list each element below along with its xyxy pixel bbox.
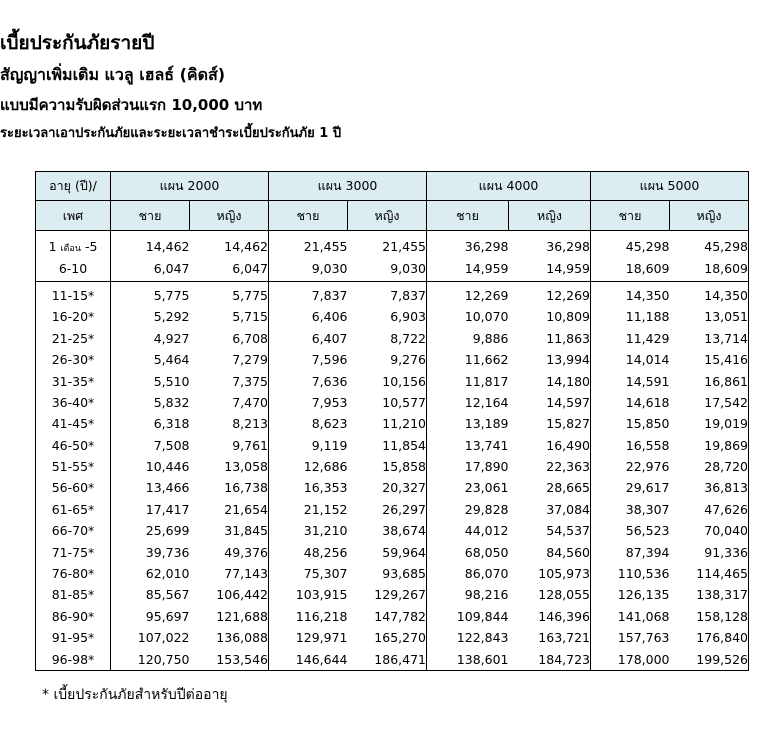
age-cell: 31-35* [36, 370, 111, 391]
premium-male-cell: 85,567 [145, 587, 190, 603]
premium-male-cell: 146,644 [269, 648, 348, 670]
premium-female-cell: 36,813 [670, 477, 749, 498]
premium-female-cell: 31,845 [190, 520, 269, 541]
premium-female-cell: 9,761 [190, 435, 269, 456]
premium-female-cell: 15,416 [670, 349, 749, 370]
premium-male-cell: 107,022 [137, 630, 190, 646]
premium-female-cell: 16,861 [670, 370, 749, 391]
premium-female-cell: 16,490 [509, 435, 591, 456]
premium-female-cell: 11,854 [348, 435, 427, 456]
premium-female-cell: 129,267 [348, 584, 427, 605]
age-end: -5 [84, 238, 98, 254]
table-row [36, 499, 749, 520]
table-row [36, 413, 749, 434]
table-row [36, 281, 749, 306]
premium-male-cell: 14,014 [625, 352, 670, 368]
premium-male-cell: 6,047 [111, 257, 190, 281]
premium-female-cell: 26,297 [348, 499, 427, 520]
premium-female-cell: 14,180 [509, 370, 591, 391]
premium-female-cell: 18,609 [670, 257, 749, 281]
premium-female-cell: 136,088 [190, 627, 269, 648]
table-row [36, 231, 749, 258]
premium-male-cell: 18,609 [591, 257, 670, 281]
premium-male-cell: 5,775 [153, 287, 190, 303]
premium-male-cell: 8,623 [311, 416, 348, 432]
premium-female-cell: 49,376 [190, 541, 269, 562]
premium-female-cell: 163,721 [509, 627, 591, 648]
product-subtitle: สัญญาเพิ่มเติม แวลู เฮลธ์ (คิดส์) [0, 65, 226, 84]
premium-female-cell: 5,715 [190, 306, 269, 327]
page-title: เบี้ยประกันภัยรายปี [0, 32, 155, 54]
premium-male-cell: 14,618 [625, 394, 670, 410]
premium-table [35, 171, 749, 671]
female-header: หญิง [670, 201, 749, 231]
premium-female-cell: 21,455 [348, 231, 427, 258]
premium-male-cell: 122,843 [456, 630, 509, 646]
male-header: ชาย [111, 201, 190, 231]
premium-male-cell: 12,164 [464, 394, 509, 410]
premium-female-cell: 14,959 [509, 257, 591, 281]
premium-male-cell: 103,915 [295, 587, 348, 603]
table-row [36, 456, 749, 477]
male-header: ชาย [427, 201, 509, 231]
premium-female-cell: 121,688 [190, 606, 269, 627]
premium-male-cell: 13,466 [145, 480, 190, 496]
premium-male-cell: 87,394 [625, 544, 670, 560]
premium-male-cell: 110,536 [617, 566, 670, 582]
premium-male-cell: 109,844 [456, 608, 509, 624]
premium-male-cell: 56,523 [625, 523, 670, 539]
premium-male-cell: 48,256 [303, 544, 348, 560]
premium-male-cell: 16,353 [303, 480, 348, 496]
premium-male-cell: 23,061 [464, 480, 509, 496]
premium-male-cell: 126,135 [617, 587, 670, 603]
premium-male-cell: 11,817 [464, 373, 509, 389]
premium-male-cell: 13,741 [464, 437, 509, 453]
premium-male-cell: 86,070 [464, 566, 509, 582]
premium-female-cell: 186,471 [348, 648, 427, 670]
premium-male-cell: 7,837 [311, 287, 348, 303]
premium-male-cell: 44,012 [464, 523, 509, 539]
plan-header-3000: แผน 3000 [269, 172, 427, 201]
premium-male-cell: 15,850 [625, 416, 670, 432]
premium-female-cell: 17,542 [670, 392, 749, 413]
premium-male-cell: 11,662 [464, 352, 509, 368]
table-row [36, 584, 749, 605]
premium-female-cell: 6,708 [190, 328, 269, 349]
female-header: หญิง [509, 201, 591, 231]
premium-male-cell: 138,601 [427, 648, 509, 670]
premium-female-cell: 19,869 [670, 435, 749, 456]
premium-female-cell: 47,626 [670, 499, 749, 520]
age-month-unit: เดือน [60, 243, 81, 254]
footnote: * เบี้ยประกันภัยสำหรับปีต่ออายุ [42, 687, 228, 703]
premium-female-cell: 138,317 [670, 584, 749, 605]
premium-male-cell: 5,292 [153, 309, 190, 325]
premium-female-cell: 9,030 [348, 257, 427, 281]
premium-male-cell: 13,189 [464, 416, 509, 432]
premium-female-cell: 10,156 [348, 370, 427, 391]
age-cell: 6-10 [36, 257, 111, 281]
male-header: ชาย [591, 201, 670, 231]
premium-female-cell: 10,809 [509, 306, 591, 327]
premium-male-cell: 12,269 [464, 287, 509, 303]
premium-male-cell: 6,406 [311, 309, 348, 325]
premium-male-cell: 22,976 [625, 459, 670, 475]
premium-table-body [36, 231, 749, 671]
table-row [36, 392, 749, 413]
premium-female-cell: 28,665 [509, 477, 591, 498]
premium-male-cell: 129,971 [295, 630, 348, 646]
premium-female-cell: 38,674 [348, 520, 427, 541]
age-cell [36, 231, 111, 258]
female-header: หญิง [190, 201, 269, 231]
premium-male-cell: 25,699 [145, 523, 190, 539]
premium-male-cell: 21,152 [303, 501, 348, 517]
premium-female-cell: 93,685 [348, 563, 427, 584]
table-row [36, 328, 749, 349]
premium-female-cell: 8,722 [348, 328, 427, 349]
age-cell: 16-20* [36, 306, 111, 327]
premium-female-cell: 7,375 [190, 370, 269, 391]
premium-female-cell: 165,270 [348, 627, 427, 648]
premium-female-cell: 7,837 [348, 281, 427, 306]
premium-male-cell: 5,510 [153, 373, 190, 389]
premium-female-cell: 147,782 [348, 606, 427, 627]
premium-female-cell: 5,775 [190, 281, 269, 306]
premium-female-cell: 199,526 [670, 648, 749, 670]
premium-male-cell: 14,350 [625, 287, 670, 303]
premium-female-cell: 6,047 [190, 257, 269, 281]
premium-male-cell: 68,050 [464, 544, 509, 560]
premium-male-cell: 75,307 [303, 566, 348, 582]
age-cell: 11-15* [36, 281, 111, 306]
premium-female-cell: 28,720 [670, 456, 749, 477]
premium-female-cell: 13,714 [670, 328, 749, 349]
premium-female-cell: 13,058 [190, 456, 269, 477]
premium-male-cell: 16,558 [625, 437, 670, 453]
premium-female-cell: 21,654 [190, 499, 269, 520]
table-row [36, 257, 749, 281]
premium-female-cell: 184,723 [509, 648, 591, 670]
premium-female-cell: 10,577 [348, 392, 427, 413]
premium-male-cell: 62,010 [145, 566, 190, 582]
table-row [36, 349, 749, 370]
premium-female-cell: 146,396 [509, 606, 591, 627]
premium-female-cell: 7,470 [190, 392, 269, 413]
premium-male-cell: 17,890 [464, 459, 509, 475]
premium-male-cell: 5,464 [153, 352, 190, 368]
premium-female-cell: 15,827 [509, 413, 591, 434]
premium-female-cell: 105,973 [509, 563, 591, 584]
premium-female-cell: 6,903 [348, 306, 427, 327]
age-cell: 21-25* [36, 328, 111, 349]
age-cell: 91-95* [36, 627, 111, 648]
age-start: 1 [48, 238, 57, 254]
premium-male-cell: 95,697 [145, 608, 190, 624]
premium-male-cell: 7,953 [311, 394, 348, 410]
premium-male-cell: 9,119 [311, 437, 348, 453]
premium-male-cell: 11,429 [625, 330, 670, 346]
premium-male-cell: 4,927 [153, 330, 190, 346]
premium-male-cell: 45,298 [625, 239, 670, 255]
table-row [36, 648, 749, 670]
premium-female-cell: 54,537 [509, 520, 591, 541]
premium-male-cell: 5,832 [153, 394, 190, 410]
table-row [36, 477, 749, 498]
premium-male-cell: 14,959 [427, 257, 509, 281]
premium-male-cell: 6,318 [153, 416, 190, 432]
premium-male-cell: 29,617 [625, 480, 670, 496]
age-cell: 81-85* [36, 584, 111, 605]
premium-female-cell: 11,863 [509, 328, 591, 349]
premium-male-cell: 10,446 [145, 459, 190, 475]
premium-male-cell: 116,218 [295, 608, 348, 624]
premium-male-cell: 9,886 [472, 330, 509, 346]
table-row [36, 435, 749, 456]
premium-female-cell: 16,738 [190, 477, 269, 498]
premium-female-cell: 13,994 [509, 349, 591, 370]
age-cell: 46-50* [36, 435, 111, 456]
premium-male-cell: 39,736 [145, 544, 190, 560]
premium-female-cell: 77,143 [190, 563, 269, 584]
premium-male-cell: 31,210 [303, 523, 348, 539]
age-cell: 36-40* [36, 392, 111, 413]
age-cell: 56-60* [36, 477, 111, 498]
age-cell: 51-55* [36, 456, 111, 477]
premium-male-cell: 21,455 [303, 239, 348, 255]
premium-male-cell: 14,462 [145, 239, 190, 255]
premium-female-cell: 15,858 [348, 456, 427, 477]
premium-male-cell: 98,216 [464, 587, 509, 603]
premium-female-cell: 7,279 [190, 349, 269, 370]
premium-male-cell: 178,000 [591, 648, 670, 670]
table-row [36, 606, 749, 627]
premium-male-cell: 17,417 [145, 501, 190, 517]
coverage-period: ระยะเวลาเอาประกันภัยและระยะเวลาชำระเบี้ยประกันภัย 1 ปี [0, 126, 342, 141]
age-cell: 66-70* [36, 520, 111, 541]
premium-female-cell: 22,363 [509, 456, 591, 477]
premium-female-cell: 19,019 [670, 413, 749, 434]
premium-male-cell: 7,596 [311, 352, 348, 368]
premium-female-cell: 128,055 [509, 584, 591, 605]
premium-male-cell: 11,188 [625, 309, 670, 325]
premium-male-cell: 9,030 [269, 257, 348, 281]
premium-male-cell: 7,636 [311, 373, 348, 389]
plan-header-4000: แผน 4000 [427, 172, 591, 201]
table-row [36, 563, 749, 584]
premium-female-cell: 20,327 [348, 477, 427, 498]
table-row [36, 306, 749, 327]
premium-female-cell: 91,336 [670, 541, 749, 562]
premium-male-cell: 120,750 [111, 648, 190, 670]
age-cell: 61-65* [36, 499, 111, 520]
age-cell: 41-45* [36, 413, 111, 434]
age-header: อายุ (ปี)/ [36, 172, 111, 201]
premium-male-cell: 141,068 [617, 608, 670, 624]
premium-female-cell: 70,040 [670, 520, 749, 541]
premium-male-cell: 10,070 [464, 309, 509, 325]
premium-male-cell: 29,828 [464, 501, 509, 517]
premium-female-cell: 8,213 [190, 413, 269, 434]
age-cell: 96-98* [36, 648, 111, 670]
premium-female-cell: 176,840 [670, 627, 749, 648]
premium-male-cell: 38,307 [625, 501, 670, 517]
female-header: หญิง [348, 201, 427, 231]
premium-female-cell: 153,546 [190, 648, 269, 670]
sex-header: เพศ [36, 201, 111, 231]
premium-male-cell: 14,591 [625, 373, 670, 389]
premium-female-cell: 158,128 [670, 606, 749, 627]
male-header: ชาย [269, 201, 348, 231]
age-cell: 71-75* [36, 541, 111, 562]
premium-female-cell: 11,210 [348, 413, 427, 434]
premium-female-cell: 45,298 [670, 231, 749, 258]
plan-type: แบบมีความรับผิดส่วนแรก 10,000 บาท [0, 96, 263, 114]
age-cell: 26-30* [36, 349, 111, 370]
premium-female-cell: 13,051 [670, 306, 749, 327]
premium-female-cell: 84,560 [509, 541, 591, 562]
premium-male-cell: 6,407 [311, 330, 348, 346]
premium-female-cell: 14,597 [509, 392, 591, 413]
premium-female-cell: 14,350 [670, 281, 749, 306]
table-row [36, 520, 749, 541]
table-row [36, 370, 749, 391]
plan-header-2000: แผน 2000 [111, 172, 269, 201]
premium-female-cell: 9,276 [348, 349, 427, 370]
premium-female-cell: 12,269 [509, 281, 591, 306]
premium-female-cell: 59,964 [348, 541, 427, 562]
age-cell: 76-80* [36, 563, 111, 584]
premium-male-cell: 36,298 [464, 239, 509, 255]
table-row [36, 541, 749, 562]
premium-female-cell: 106,442 [190, 584, 269, 605]
premium-male-cell: 157,763 [617, 630, 670, 646]
premium-female-cell: 14,462 [190, 231, 269, 258]
premium-female-cell: 37,084 [509, 499, 591, 520]
premium-female-cell: 36,298 [509, 231, 591, 258]
premium-male-cell: 12,686 [303, 459, 348, 475]
premium-male-cell: 7,508 [153, 437, 190, 453]
premium-female-cell: 114,465 [670, 563, 749, 584]
age-cell: 86-90* [36, 606, 111, 627]
plan-header-5000: แผน 5000 [591, 172, 749, 201]
table-row [36, 627, 749, 648]
